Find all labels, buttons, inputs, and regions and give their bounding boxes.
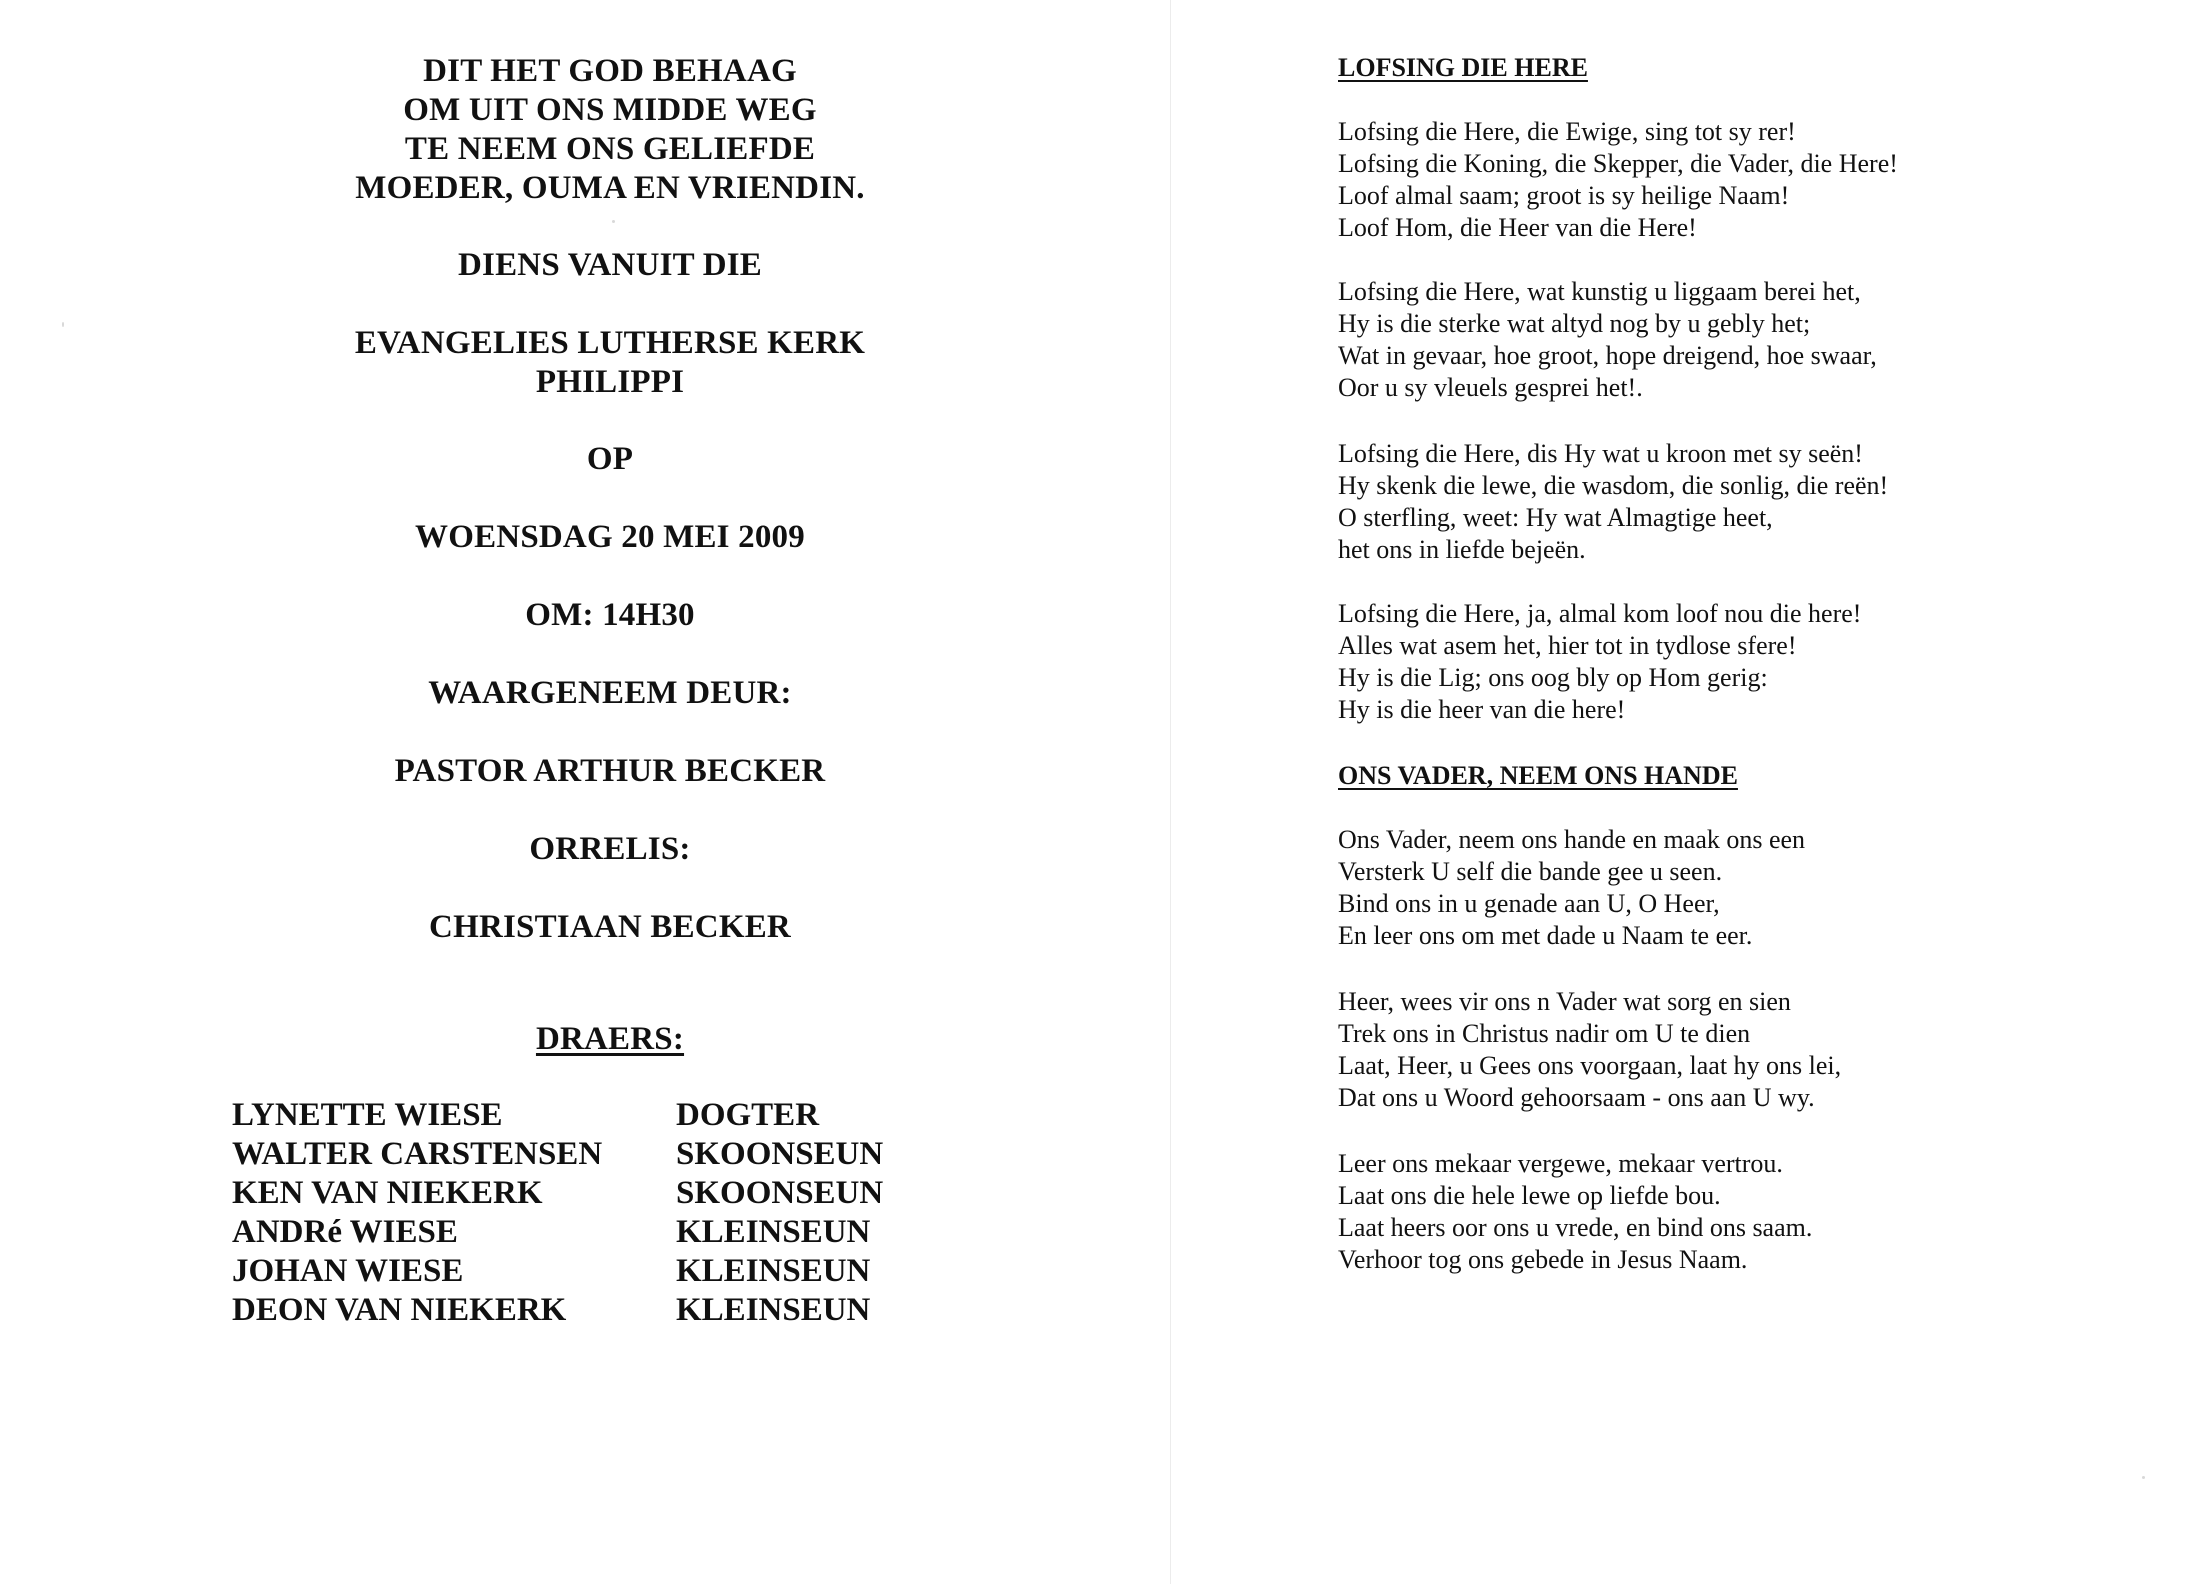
verse-line: Hy skenk die lewe, die wasdom, die sonlig, die reën! [1338,471,1889,500]
bearer-role: SKOONSEUN [676,1175,884,1211]
verse-line: Lofsing die Here, ja, almal kom loof nou die here! [1338,599,1862,628]
verse-line: Trek ons in Christus nadir om U te dien [1338,1019,1751,1048]
service-date [210,518,1010,557]
verse-line: Laat ons die hele lewe op liefde bou. [1338,1181,1721,1210]
on-label [210,440,1010,479]
bearer-role: DOGTER [676,1097,820,1133]
bearer-name: ANDRé WIESE [232,1214,458,1250]
bearer-row [232,1174,883,1213]
scan-speck [2142,1476,2145,1479]
hymn-stanza [1338,438,1888,566]
bearer-name: WALTER CARSTENSEN [232,1136,603,1172]
bearer-name: DEON VAN NIEKERK [232,1292,567,1328]
verse-line: Bind ons in u genade aan U, O Heer, [1338,889,1720,918]
officiated-label [210,674,1010,713]
verse-line: Lofsing die Here, die Ewige, sing tot sy rer! [1338,117,1796,146]
verse-line: Hy is die sterke wat altyd nog by u gebly het; [1338,309,1811,338]
service-time-text: OM: 14H30 [525,597,695,633]
bearer-row [232,1135,883,1174]
organist-label-text: ORRELIS: [529,831,691,867]
bearer-role: SKOONSEUN [676,1136,884,1172]
verse-line: Loof Hom, die Heer van die Here! [1338,213,1697,242]
verse-line: Versterk U self die bande gee u seen. [1338,857,1723,886]
hymn-stanza [1338,986,1841,1114]
organist-text: CHRISTIAAN BECKER [429,909,791,945]
hymn-stanza [1338,1148,1812,1276]
bearer-name: JOHAN WIESE [232,1253,464,1289]
announcement [210,52,1010,208]
bearers-title: DRAERS: [535,1021,685,1057]
announcement-line: OM UIT ONS MIDDE WEG [403,92,817,128]
verse-line: Loof almal saam; groot is sy heilige Naam! [1338,181,1790,210]
hymn-stanza [1338,598,1861,726]
verse-line: Lofsing die Here, dis Hy wat u kroon met sy seën! [1338,439,1863,468]
bearer-row [232,1291,883,1330]
verse-line: Heer, wees vir ons n Vader wat sorg en sien [1338,987,1791,1016]
scan-speck [612,220,615,223]
organist-label [210,830,1010,869]
officiant-text: PASTOR ARTHUR BECKER [394,753,826,789]
bearer-row [232,1096,883,1135]
officiant [210,752,1010,791]
verse-line: Lofsing die Koning, die Skepper, die Vader, die Here! [1338,149,1898,178]
verse-line: Verhoor tog ons gebede in Jesus Naam. [1338,1245,1748,1274]
verse-line: Hy is die Lig; ons oog bly op Hom gerig: [1338,663,1768,692]
bearer-name: KEN VAN NIEKERK [232,1175,543,1211]
scan-speck [62,322,64,327]
verse-line: O sterfling, weet: Hy wat Almagtige heet, [1338,503,1773,532]
organist [210,908,1010,947]
verse-line: Laat heers oor ons u vrede, en bind ons saam. [1338,1213,1813,1242]
announcement-line: TE NEEM ONS GELIEFDE [404,131,816,167]
verse-line: Dat ons u Woord gehoorsaam - ons aan U wy. [1338,1083,1815,1112]
verse-line: Hy is die heer van die here! [1338,695,1626,724]
service-date-text: WOENSDAG 20 MEI 2009 [415,519,805,555]
service-time [210,596,1010,635]
hymn-stanza [1338,276,1877,404]
bearers-list [232,1096,883,1330]
church-name [210,324,1010,402]
verse-line: Wat in gevaar, hoe groot, hope dreigend, hoe swaar, [1338,341,1877,370]
verse-line: Lofsing die Here, wat kunstig u liggaam berei het, [1338,277,1861,306]
announcement-line: MOEDER, OUMA EN VRIENDIN. [355,170,865,206]
on-label-text: OP [586,441,634,477]
church-line: PHILIPPI [535,364,685,400]
hymn-title: ONS VADER, NEEM ONS HANDE [1338,761,1738,790]
church-line: EVANGELIES LUTHERSE KERK [354,325,866,361]
verse-line: Alles wat asem het, hier tot in tydlose sfere! [1338,631,1797,660]
right-page [1170,0,2185,1584]
verse-line: Oor u sy vleuels gesprei het!. [1338,373,1643,402]
verse-line: Laat, Heer, u Gees ons voorgaan, laat hy ons lei, [1338,1051,1842,1080]
verse-line: Leer ons mekaar vergewe, mekaar vertrou. [1338,1149,1783,1178]
bearer-name: LYNETTE WIESE [232,1097,503,1133]
bearer-row [232,1213,883,1252]
verse-line: het ons in liefde bejeën. [1338,535,1586,564]
hymn-title: LOFSING DIE HERE [1338,53,1588,82]
hymn-stanza [1338,116,1898,244]
officiated-label-text: WAARGENEEM DEUR: [428,675,792,711]
bearers-heading [210,1020,1010,1059]
bearer-role: KLEINSEUN [676,1214,871,1250]
hymn-stanza [1338,824,1805,952]
bearer-role: KLEINSEUN [676,1253,871,1289]
verse-line: Ons Vader, neem ons hande en maak ons een [1338,825,1806,854]
bearer-role: KLEINSEUN [676,1292,871,1328]
service-from [210,246,1010,285]
service-from-text: DIENS VANUIT DIE [458,247,762,283]
bearer-row [232,1252,883,1291]
announcement-line: DIT HET GOD BEHAAG [423,53,797,89]
verse-line: En leer ons om met dade u Naam te eer. [1338,921,1753,950]
